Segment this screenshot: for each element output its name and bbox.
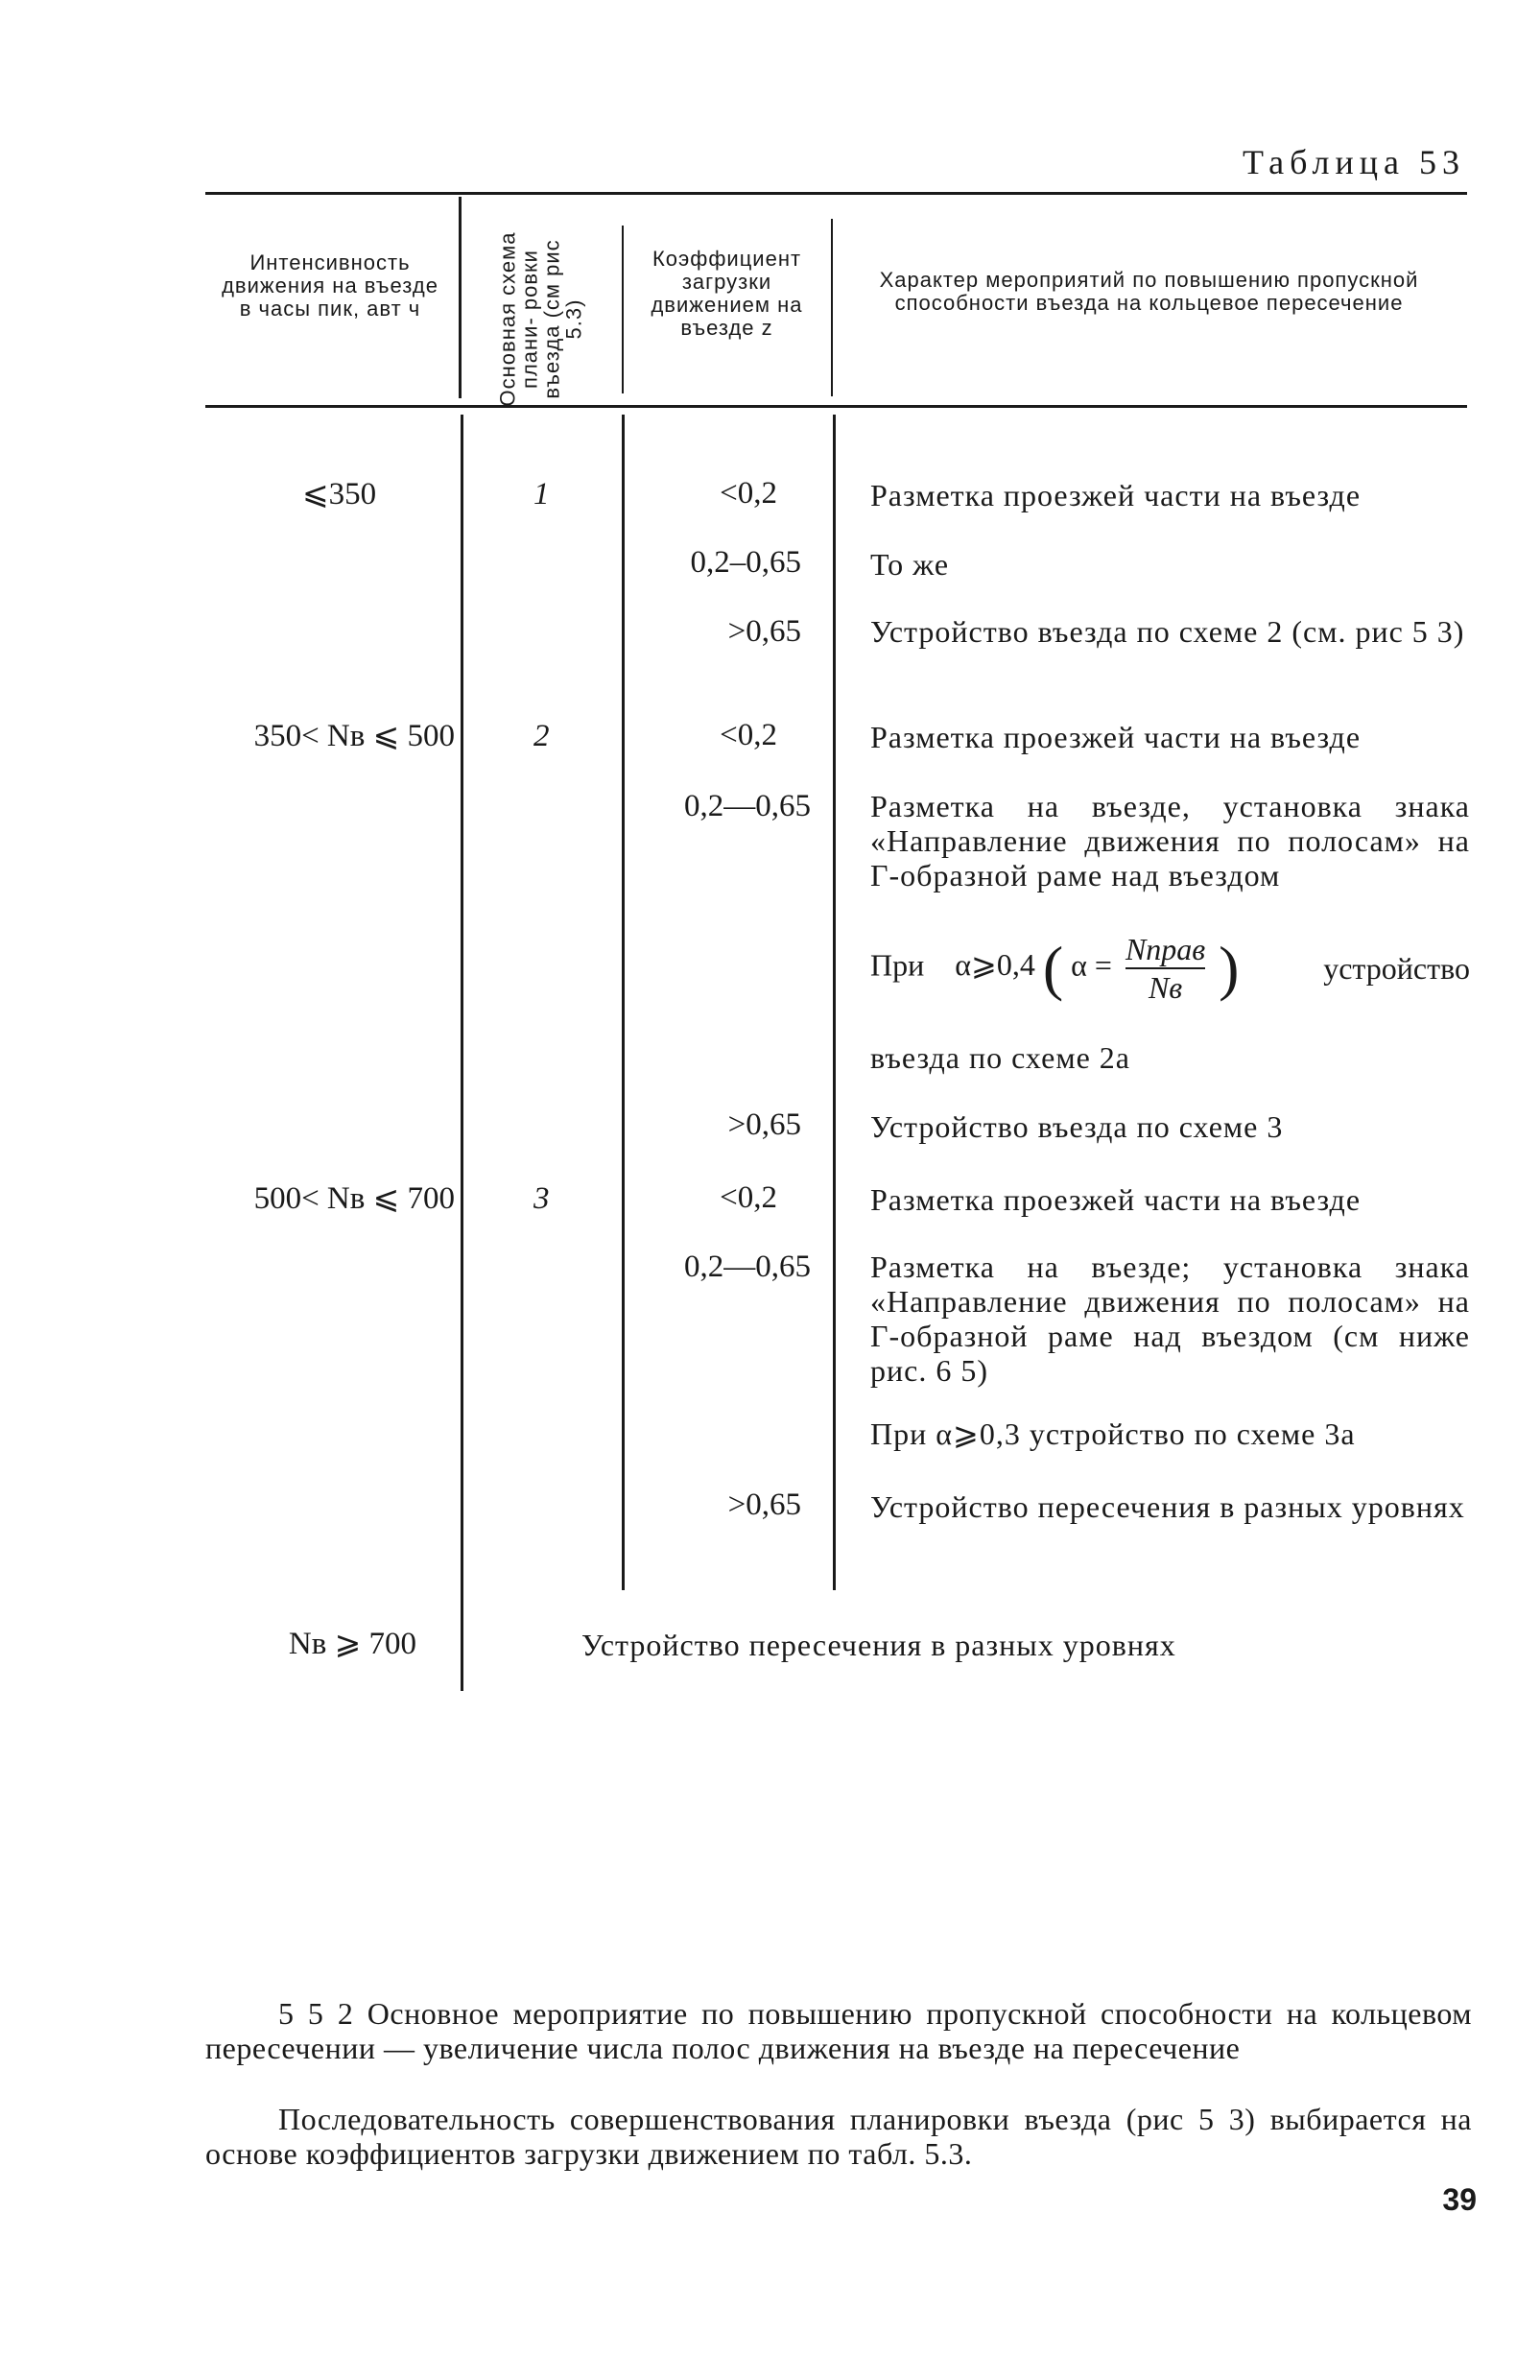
row2-z3: >0,65: [727, 1107, 801, 1142]
formula-prefix: При: [870, 947, 925, 983]
row1-z1: <0,2: [720, 476, 777, 511]
row4-measure: Устройство пересечения в разных уровнях: [581, 1628, 1176, 1662]
body-separator-2: [622, 415, 625, 1590]
table-caption: Таблица 53: [1243, 143, 1465, 181]
header-measures: Характер мероприятий по повышению пропускной способности въезда на кольцевое пересечение: [879, 268, 1419, 315]
header-separator-3: [831, 219, 833, 396]
formula-condition: α⩾0,4: [955, 947, 1035, 983]
paren-right-icon: ): [1219, 934, 1240, 1002]
paragraph-5-5-2: 5 5 2 Основное мероприятие по повышению пропускной способности на кольцевом пересечении — увеличение числа полос движения на въезде на пересечение: [205, 1996, 1472, 2065]
paren-left-icon: (: [1042, 934, 1064, 1002]
row2-z2: 0,2—0,65: [684, 789, 811, 823]
header-scheme: Основная схема плани- ровки въезда (см рис 5.3): [495, 231, 586, 407]
row1-z3: >0,65: [727, 614, 801, 649]
fraction-numerator: Nправ: [1125, 932, 1206, 966]
row3-measure1: Разметка проезжей части на въезде: [870, 1182, 1362, 1217]
table-top-rule: [205, 192, 1467, 195]
row3-measure2b: При α⩾0,3 устройство по схеме 3а: [870, 1416, 1356, 1451]
row2-measure3: Устройство въезда по схеме 3: [870, 1109, 1284, 1144]
body-separator-3: [833, 415, 836, 1590]
fraction-denominator: Nв: [1125, 967, 1205, 1006]
row3-z2: 0,2—0,65: [684, 1250, 811, 1284]
row2-scheme: 2: [533, 719, 550, 753]
row2-measure2: Разметка на въезде, установка знака «Направление движения по полосам» на Г-образной раме над въездом: [870, 789, 1470, 892]
row3-measure2: Разметка на въезде; установка знака «Направление движения по полосам» на Г-образной раме над въездом (см ниже рис. 6 5): [870, 1250, 1470, 1388]
formula-suffix: устройство: [1323, 950, 1470, 986]
header-coefficient: Коэффициент загрузки движением на въезде z: [651, 247, 803, 340]
body-separator-1: [461, 415, 463, 1691]
row3-z3: >0,65: [727, 1488, 801, 1522]
row1-z2: 0,2–0,65: [690, 545, 801, 580]
header-intensity: Интенсивность движения на въезде в часы пик, авт ч: [222, 250, 438, 321]
table-header-rule: [205, 405, 1467, 408]
row1-intensity: ⩽350: [302, 477, 377, 512]
row3-z1: <0,2: [720, 1180, 777, 1215]
row2-measure2-cont: въезда по схеме 2а: [870, 1040, 1130, 1075]
header-separator-1: [459, 197, 462, 398]
row1-measure3: Устройство въезда по схеме 2 (см. рис 5 3): [870, 614, 1465, 649]
row2-measure1: Разметка проезжей части на въезде: [870, 720, 1362, 754]
formula-alpha: α =: [1071, 947, 1112, 983]
formula-fraction: [1125, 931, 1205, 1006]
row3-measure3: Устройство пересечения в разных уровнях: [870, 1489, 1465, 1524]
row1-scheme: 1: [533, 477, 550, 512]
row2-z1: <0,2: [720, 718, 777, 752]
row2-intensity: 350< Nв ⩽ 500: [253, 719, 455, 753]
row3-scheme: 3: [533, 1181, 550, 1216]
paragraph-sequence: Последовательность совершенствования планировки въезда (рис 5 3) выбирается на основе коэффициентов загрузки движением по табл. 5.3.: [205, 2102, 1472, 2171]
row2-formula-line: [870, 931, 1470, 1006]
row3-intensity: 500< Nв ⩽ 700: [253, 1181, 455, 1216]
row1-measure2: То же: [870, 547, 950, 582]
header-separator-2: [622, 226, 624, 393]
page-number: 39: [1442, 2182, 1477, 2217]
row4-intensity: Nв ⩾ 700: [288, 1627, 416, 1661]
row1-measure1: Разметка проезжей части на въезде: [870, 478, 1362, 512]
